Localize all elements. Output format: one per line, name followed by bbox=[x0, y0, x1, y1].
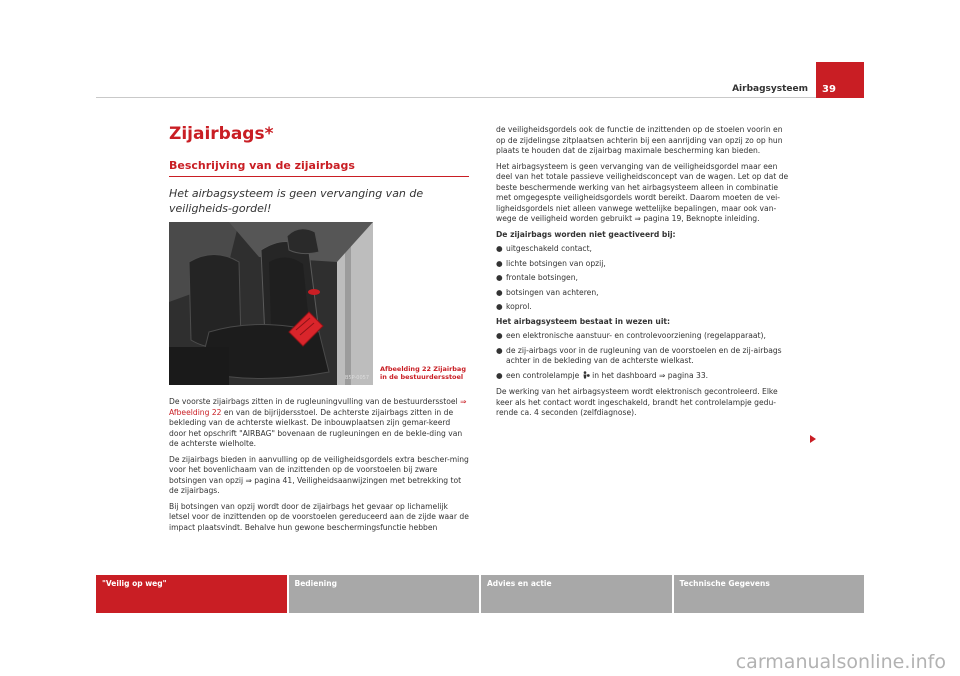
paragraph-passive-safety: Het airbagsysteem is geen vervanging van de veiligheidsgordel maar een deel van het totale passieve veiligheidsconcept van de wagen. Let op dat de beste beschermende werking van het airbagsysteem alleen in combinatie met omgegespte veiligheidsgordels wordt bereikt. Daarom moeten de vei-ligheidsgordels niet alleen vanwege wettelijke bepalingen, maar ook van-wege de veiligheid worden gebruikt ⇒ pagina 19, Beknopte inleiding. bbox=[496, 161, 789, 223]
figure-reference-link[interactable]: ⇒ Afbeelding 22 bbox=[169, 397, 467, 417]
figure-code: B5P-0057 bbox=[344, 375, 369, 381]
bullet-icon: ● bbox=[496, 345, 503, 355]
list-item: ● de zij-airbags voor in de rugleuning van de voorstoelen en de zij-airbags achter in de bekleding van de achterste wielkast. bbox=[496, 345, 782, 365]
tab-veilig-op-weg[interactable]: "Veilig op weg" bbox=[96, 575, 287, 613]
seat-side-airbag-image bbox=[169, 222, 373, 385]
footer-chapter-tabs bbox=[96, 575, 864, 613]
airbag-warning-lamp-icon bbox=[582, 371, 590, 379]
not-activated-heading: De zijairbags worden niet geactiveerd bij: bbox=[496, 229, 676, 239]
tab-technische-gegevens[interactable]: Technische Gegevens bbox=[674, 575, 865, 613]
continue-arrow-icon bbox=[810, 435, 816, 443]
list-item: ● lichte botsingen van opzij, bbox=[496, 258, 606, 268]
paragraph-side-impact: Bij botsingen van opzij wordt door de zijairbags het gevaar op lichamelijk letsel voor de inzittenden op de voorstoelen gereduceerd aan de zijde waar de impact plaatsvindt. Behalve hun gewone beschermingsfunctie hebben bbox=[169, 501, 469, 532]
bullet-icon: ● bbox=[496, 302, 503, 311]
lead-warning: Het airbagsysteem is geen vervanging van de veiligheids-gordel! bbox=[169, 187, 424, 215]
section-title: Zijairbags* bbox=[169, 124, 274, 144]
left-body-text bbox=[169, 397, 469, 538]
running-head: Airbagsysteem bbox=[732, 84, 808, 94]
list-item: ● uitgeschakeld contact, bbox=[496, 244, 592, 253]
figure-caption: Afbeelding 22 Zijairbag in de bestuurdersstoel bbox=[380, 365, 466, 381]
paragraph-protection: De zijairbags bieden in aanvulling op de veiligheidsgordels extra bescher-ming voor het bovenlichaam van de inzittenden op de voorstoelen bij zware botsingen van opzij ⇒ pagina 41, Veiligheidsaanwijzingen met betrekking tot de zijairbags. bbox=[169, 454, 469, 495]
bullet-icon: ● bbox=[496, 244, 503, 253]
bullet-icon: ● bbox=[496, 370, 503, 380]
paragraph-belts-function: de veiligheidsgordels ook de functie de inzittenden op de stoelen voorin en op de zijdelingse zitplaatsen achterin bij een aanrijding van opzij zo op hun plaats te houden dat de zijairbag maximale bescherming kan bieden. bbox=[496, 125, 783, 155]
section-header bbox=[169, 124, 469, 216]
list-item: ● een controlelampje in het dashboard ⇒ pagina 33. bbox=[496, 370, 709, 380]
list-item: ● een elektronische aanstuur- en controlevoorziening (regelapparaat), bbox=[496, 331, 766, 340]
bullet-icon: ● bbox=[496, 331, 503, 340]
figure-seat-illustration bbox=[169, 222, 373, 385]
right-body-text bbox=[496, 125, 794, 424]
section-subtitle: Beschrijving van de zijairbags bbox=[169, 159, 469, 177]
paragraph-installation: De voorste zijairbags zitten in de rugleuningvulling van de bestuurdersstoel ⇒ Afbeelding 22 en van de bijrijdersstoel. De achterste zijairbags zitten in de bekleding van de achterste wielkast. De inbouwplaatsen zijn gemar-keerd door het opschrift "AIRBAG" bovenaan de rugleuningen en de bekle-ding van de achterste wielholte. bbox=[169, 397, 467, 448]
bullet-icon: ● bbox=[496, 287, 503, 297]
bullet-icon: ● bbox=[496, 273, 503, 282]
list-item: ● frontale botsingen, bbox=[496, 273, 578, 282]
tab-advies-en-actie[interactable]: Advies en actie bbox=[481, 575, 672, 613]
watermark: carmanualsonline.info bbox=[735, 651, 946, 673]
page-number: 39 bbox=[822, 84, 836, 95]
tab-bediening[interactable]: Bediening bbox=[289, 575, 480, 613]
header-rule bbox=[96, 97, 816, 98]
paragraph-self-diagnosis: De werking van het airbagsysteem wordt elektronisch gecontroleerd. Elke keer als het contact wordt ingeschakeld, brandt het controlelampje gedu-rende ca. 4 seconden (zelfdiagnose). bbox=[496, 387, 778, 417]
list-item: ● koprol. bbox=[496, 302, 532, 311]
bullet-icon: ● bbox=[496, 258, 503, 268]
consists-heading: Het airbagsysteem bestaat in wezen uit: bbox=[496, 316, 671, 326]
list-item: ● botsingen van achteren, bbox=[496, 287, 599, 297]
